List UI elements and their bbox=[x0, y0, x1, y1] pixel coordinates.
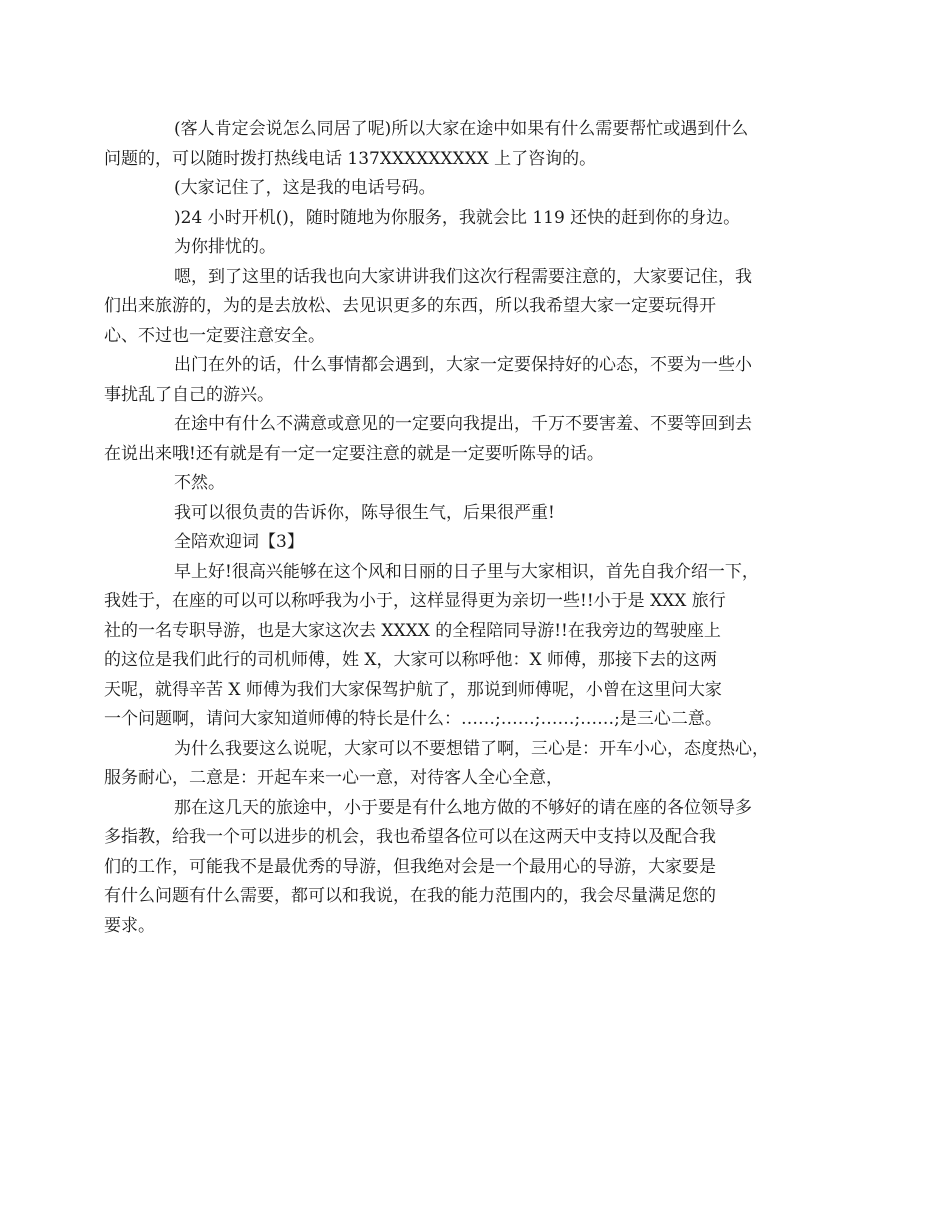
document-body bbox=[104, 115, 829, 941]
text-line: 多指教，给我一个可以进步的机会，我也希望各位可以在这两天中支持以及配合我 bbox=[104, 827, 716, 847]
text-line: 全陪欢迎词【3】 bbox=[174, 532, 304, 552]
paragraph bbox=[104, 558, 829, 735]
text-line: 在途中有什么不满意或意见的一定要向我提出，千万不要害羞、不要等回到去 bbox=[174, 414, 752, 434]
text-line: 们出来旅游的，为的是去放松、去见识更多的东西，所以我希望大家一定要玩得开 bbox=[104, 296, 716, 316]
text-line: 有什么问题有什么需要，都可以和我说，在我的能力范围内的，我会尽量满足您的 bbox=[104, 886, 716, 906]
text-line: 那在这几天的旅途中，小于要是有什么地方做的不够好的请在座的各位领导多 bbox=[174, 797, 752, 818]
text-line: 要求。 bbox=[104, 915, 155, 936]
paragraph bbox=[104, 351, 829, 410]
text-line: 天呢，就得辛苦 X 师傅为我们大家保驾护航了，那说到师傅呢，小曾在这里问大家 bbox=[104, 679, 722, 700]
paragraph bbox=[104, 115, 829, 174]
text-line: 的这位是我们此行的司机师傅，姓 X，大家可以称呼他：X 师傅，那接下去的这两 bbox=[104, 650, 718, 670]
text-line: 们的工作，可能我不是最优秀的导游，但我绝对会是一个最用心的导游，大家要是 bbox=[104, 856, 716, 877]
text-line: 事扰乱了自己的游兴。 bbox=[104, 384, 274, 405]
paragraph bbox=[104, 263, 829, 352]
text-line: )24 小时开机()，随时随地为你服务，我就会比 119 还快的赶到你的身边。 bbox=[174, 207, 741, 228]
text-line: 问题的，可以随时拨打热线电话 137XXXXXXXXX 上了咨询的。 bbox=[104, 148, 597, 169]
paragraph bbox=[104, 735, 829, 794]
paragraph bbox=[139, 204, 829, 234]
text-line: 在说出来哦!还有就是有一定一定要注意的就是一定要听陈导的话。 bbox=[104, 443, 604, 464]
text-line: 早上好!很高兴能够在这个风和日丽的日子里与大家相识，首先自我介绍一下， bbox=[174, 561, 759, 582]
text-line: 我姓于，在座的可以可以称呼我为小于，这样显得更为亲切一些!!小于是 XXX 旅行 bbox=[104, 591, 726, 611]
text-line: 为你排忧的。 bbox=[174, 237, 276, 257]
paragraph bbox=[104, 410, 829, 469]
paragraph bbox=[139, 233, 829, 263]
text-line: 为什么我要这么说呢，大家可以不要想错了啊，三心是：开车小心，态度热心， bbox=[174, 738, 769, 759]
text-line: 出门在外的话，什么事情都会遇到，大家一定要保持好的心态，不要为一些小 bbox=[174, 355, 752, 375]
text-line: 一个问题啊，请问大家知道师傅的特长是什么：……;……;……;……;是三心二意。 bbox=[104, 709, 722, 729]
text-line: 服务耐心，二意是：开起车来一心一意，对待客人全心全意， bbox=[104, 768, 563, 788]
paragraph bbox=[139, 174, 829, 204]
text-line: 我可以很负责的告诉你，陈导很生气，后果很严重! bbox=[174, 502, 555, 523]
text-line: 社的一名专职导游，也是大家这次去 XXXX 的全程陪同导游!!在我旁边的驾驶座上 bbox=[104, 620, 721, 641]
paragraph bbox=[139, 469, 829, 499]
paragraph bbox=[139, 528, 829, 558]
text-line: 嗯，到了这里的话我也向大家讲讲我们这次行程需要注意的，大家要记住，我 bbox=[174, 266, 752, 287]
text-line: 心、不过也一定要注意安全。 bbox=[104, 325, 325, 346]
text-line: 不然。 bbox=[174, 473, 225, 493]
text-line: (大家记住了，这是我的电话号码。 bbox=[174, 178, 436, 198]
paragraph bbox=[139, 499, 829, 529]
paragraph bbox=[104, 794, 829, 942]
text-line: (客人肯定会说怎么同居了呢)所以大家在途中如果有什么需要帮忙或遇到什么 bbox=[174, 119, 749, 139]
